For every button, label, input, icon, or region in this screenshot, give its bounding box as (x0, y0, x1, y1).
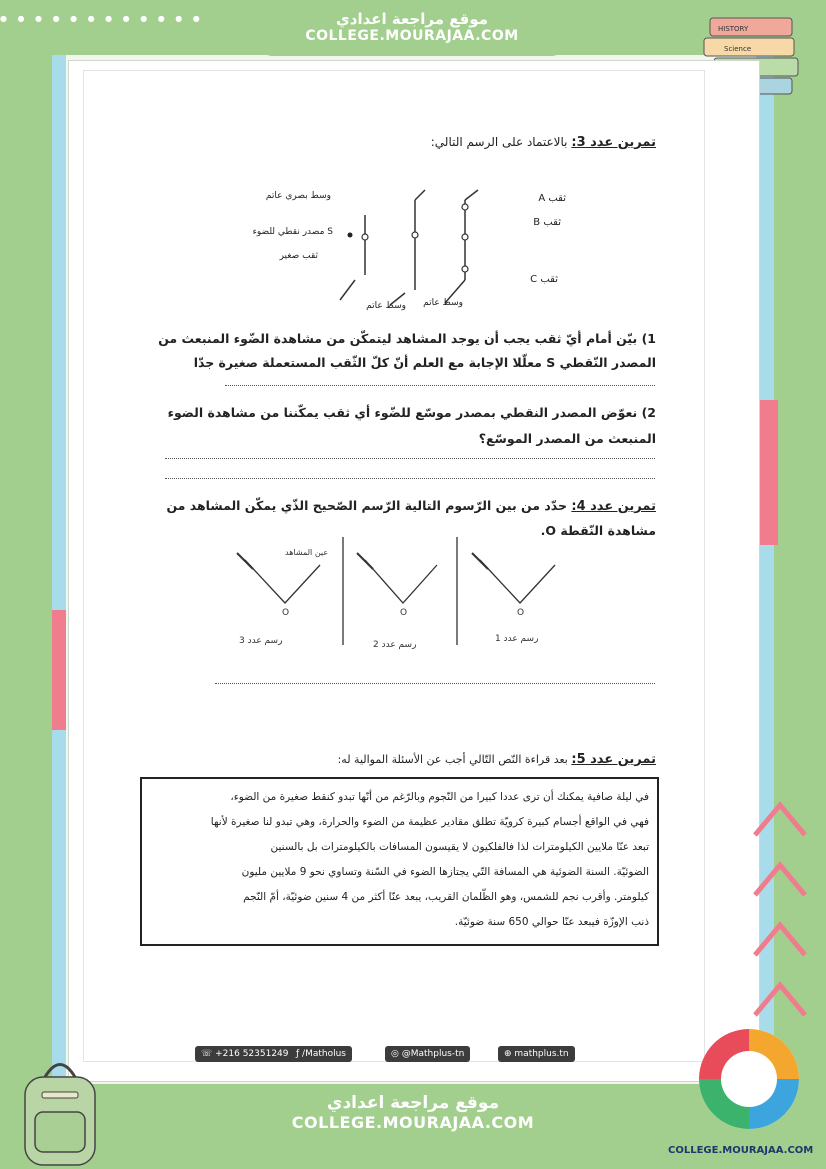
passage-line: فهي في الواقع أجسام كبيرة كرويّة تطلق مقادير عظيمة من الضوء والحرارة، وهي تبدو لنا صغيرة لأنها (210, 816, 649, 828)
top-site-banner[interactable] (262, 4, 562, 56)
question-2 (136, 400, 656, 452)
decorative-dots: ● ● ● ● ● ● ● ● ● ● ● ● (0, 14, 204, 23)
exercise4-line2: مشاهدة النّقطة O. (540, 523, 656, 538)
exercise4-diagrams (225, 535, 585, 655)
point-o-label: O (282, 608, 290, 618)
left-frame-band (0, 0, 58, 1169)
label-observer: وسط بصري عاتم (265, 191, 331, 201)
exercise3-heading (431, 135, 656, 150)
passage-line: ذنب الإوزّة فيبعد عنّا حوالي 650 سنة ضوئيّة. (454, 916, 649, 928)
website-link[interactable]: ⊕ mathplus.tn (498, 1046, 575, 1062)
eye-label: عين المشاهد (285, 548, 329, 557)
label-hole-b: ثقب B (533, 217, 561, 228)
whatsapp-icon: ☏ (201, 1049, 216, 1059)
exercise4-line1: حدّد من بين الرّسوم التالية الرّسم الصّحيح الذّي يمكّن المشاهد من (166, 498, 567, 513)
question-1-line2: المصدر النّقطي S معلّلا الإجابة مع العلم أنّ كلّ الثّقب المستعملة صغيرة جدّا (193, 355, 656, 370)
question-2-line2: المنبعث من المصدر الموسّع؟ (478, 431, 656, 446)
point-o-label: O (517, 608, 525, 618)
reading-passage (142, 779, 657, 941)
point-o-label: O (400, 608, 408, 618)
diagram-caption: رسم عدد 1 (495, 634, 539, 644)
label-small-hole: ثقب صغير (279, 251, 318, 261)
left-blue-stripe (52, 55, 66, 1090)
bottom-banner-arabic: موقع مراجعة اعدادي (326, 1093, 500, 1113)
chevron-decoration-icon (750, 790, 810, 1050)
exercise5-intro: بعد قراءة النّص التّالي أجب عن الأسئلة الموالية له: (337, 753, 568, 766)
left-pink-stripe (52, 610, 66, 730)
label-hole-c: ثقب C (530, 274, 558, 285)
answer-line[interactable] (215, 683, 655, 684)
question-1 (136, 327, 656, 375)
question-2-line1: 2) نعوّض المصدر النقطي بمصدر موسّع للضّوء أي ثقب يمكّننا من مشاهدة الضوء (167, 405, 656, 420)
exercise5-heading (338, 752, 656, 767)
label-source: S مصدر نقطي للضوء (252, 227, 333, 237)
exercise3-title: تمرين عدد 3: (571, 135, 656, 150)
answer-line[interactable] (225, 385, 655, 386)
facebook-link[interactable]: ƒ /Matholus (290, 1046, 352, 1062)
passage-line: في ليلة صافية يمكنك أن ترى عددا كبيرا من النّجوم وبالرّغم من أنّها تبدو كنقط صغيرة من الضوء، (230, 791, 649, 803)
globe-icon: ⊕ (504, 1049, 515, 1059)
instagram-link[interactable]: ◎ @Mathplus-tn (385, 1046, 470, 1062)
backpack-icon (10, 1052, 110, 1167)
facebook-icon: ƒ (296, 1049, 303, 1059)
exercise3-intro: بالاعتماد على الرسم التالي: (430, 135, 568, 149)
diagram-caption: رسم عدد 3 (239, 636, 283, 646)
bottom-site-banner[interactable] (272, 1085, 554, 1155)
book-spine-text: HISTORY (718, 25, 749, 33)
top-banner-site[interactable]: COLLEGE.MOURAJAA.COM (305, 28, 519, 44)
passage-line: كيلومتر. وأقرب نجم للشمس، وهو الظّلمان القريب، يبعد عنّا أكثر من 4 سنين ضوئيّة، أمّ النّجم (243, 891, 649, 903)
passage-line: الضوئيّة. السنة الضوئية هي المسافة التّي يجتازها الضوء في السّنة وتساوي نحو 9 ملايين مليون (241, 866, 649, 878)
book-spine-text: Science (724, 45, 752, 53)
passage-line: تبعد عنّا ملايين الكيلومترات لذا فالفلكيون لا يقيسون المسافات بالكيلومترات بل بالسنين (270, 841, 649, 853)
exercise4-title: تمرين عدد 4: (571, 499, 656, 514)
site-logo-icon (692, 1022, 807, 1142)
exercise5-title: تمرين عدد 5: (571, 752, 656, 767)
instagram-icon: ◎ (391, 1049, 402, 1059)
answer-line[interactable] (165, 478, 655, 479)
label-hole-a: ثقب A (538, 193, 566, 204)
reading-text-box (140, 777, 659, 946)
answer-line[interactable] (165, 458, 655, 459)
diagram-caption: رسم عدد 2 (373, 640, 417, 650)
whatsapp-contact[interactable]: ☏ +216 52351249 (195, 1046, 295, 1062)
label-opaque-medium: وسط عاتم (423, 298, 463, 308)
question-1-line1: 1) بيّن أمام أيّ ثقب يجب أن يوجد المشاهد ليتمكّن من مشاهدة الضّوء المنبعث من (158, 331, 656, 346)
top-banner-arabic: موقع مراجعة اعدادي (336, 10, 488, 28)
label-opaque-medium: وسط عاتم (366, 301, 406, 311)
point-source-dot (348, 233, 353, 238)
logo-caption[interactable]: COLLEGE.MOURAJAA.COM (668, 1145, 814, 1156)
bottom-banner-site[interactable]: COLLEGE.MOURAJAA.COM (291, 1113, 535, 1132)
